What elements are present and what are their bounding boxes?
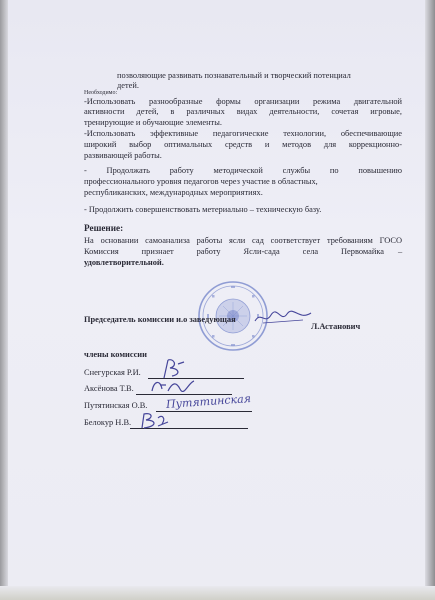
body-text-line: -Использовать разнообразные формы организации режима двигательной [84, 97, 402, 106]
body-text-line: развивающей работы. [84, 151, 162, 160]
member-signature: Путятинская [165, 392, 252, 411]
member-signature-icon [150, 375, 196, 397]
body-text-line: тренирующие и обучающие элементы. [84, 118, 222, 127]
body-text-line: Комиссия признает работу Ясли-сада села Первомайка [84, 247, 384, 256]
chairman-label: Председатель комиссии и.о заведующая [84, 315, 236, 324]
members-heading: члены комиссии [84, 350, 147, 359]
needed-label: Необходимо: [84, 90, 118, 96]
body-text-line: - Продолжить совершенствовать метериально – техническую базу. [84, 205, 322, 214]
body-text-line: республиканских, международных мероприятиях. [84, 188, 263, 197]
body-text-line: На основании самоанализа работы ясли сад соответствует требованиям ГОСО [84, 236, 402, 245]
member-name: Белокур Н.В. [84, 418, 132, 427]
member-signature-icon [138, 410, 170, 432]
chairman-name: Л.Астанович [311, 322, 361, 331]
body-text-line: детей. [117, 81, 139, 90]
body-text-line: профессионального уровня педагогов через участие в областных, [84, 177, 318, 186]
body-text-line: широкий выбор оптимальных средств и методов для коррекционно- [84, 140, 402, 149]
body-text-line: – [398, 247, 403, 256]
signature-line [156, 411, 252, 412]
member-name: Аксёнова Т.В. [84, 384, 134, 393]
chairman-signature-icon [253, 305, 313, 329]
body-text-line: позволяющие развивать познавательный и творческий потенциал [117, 71, 351, 80]
decision-result: удовлетворительной. [84, 258, 164, 267]
member-name: Путятинская О.В. [84, 401, 148, 410]
body-text-line: активности детей, в различных видах деятельности, сочетая игровые, [84, 107, 402, 116]
body-text-line: - Продолжать работу методической службы по повышению [84, 166, 402, 175]
member-name: Снегурская Р.И. [84, 368, 141, 377]
body-text-line: -Использовать эффективные педагогические технологии, обеспечивающие [84, 129, 402, 138]
scan-edge-left [0, 0, 8, 600]
decision-heading: Решение: [84, 223, 124, 233]
scan-edge-bottom [0, 586, 435, 600]
scan-edge-right [425, 0, 435, 600]
